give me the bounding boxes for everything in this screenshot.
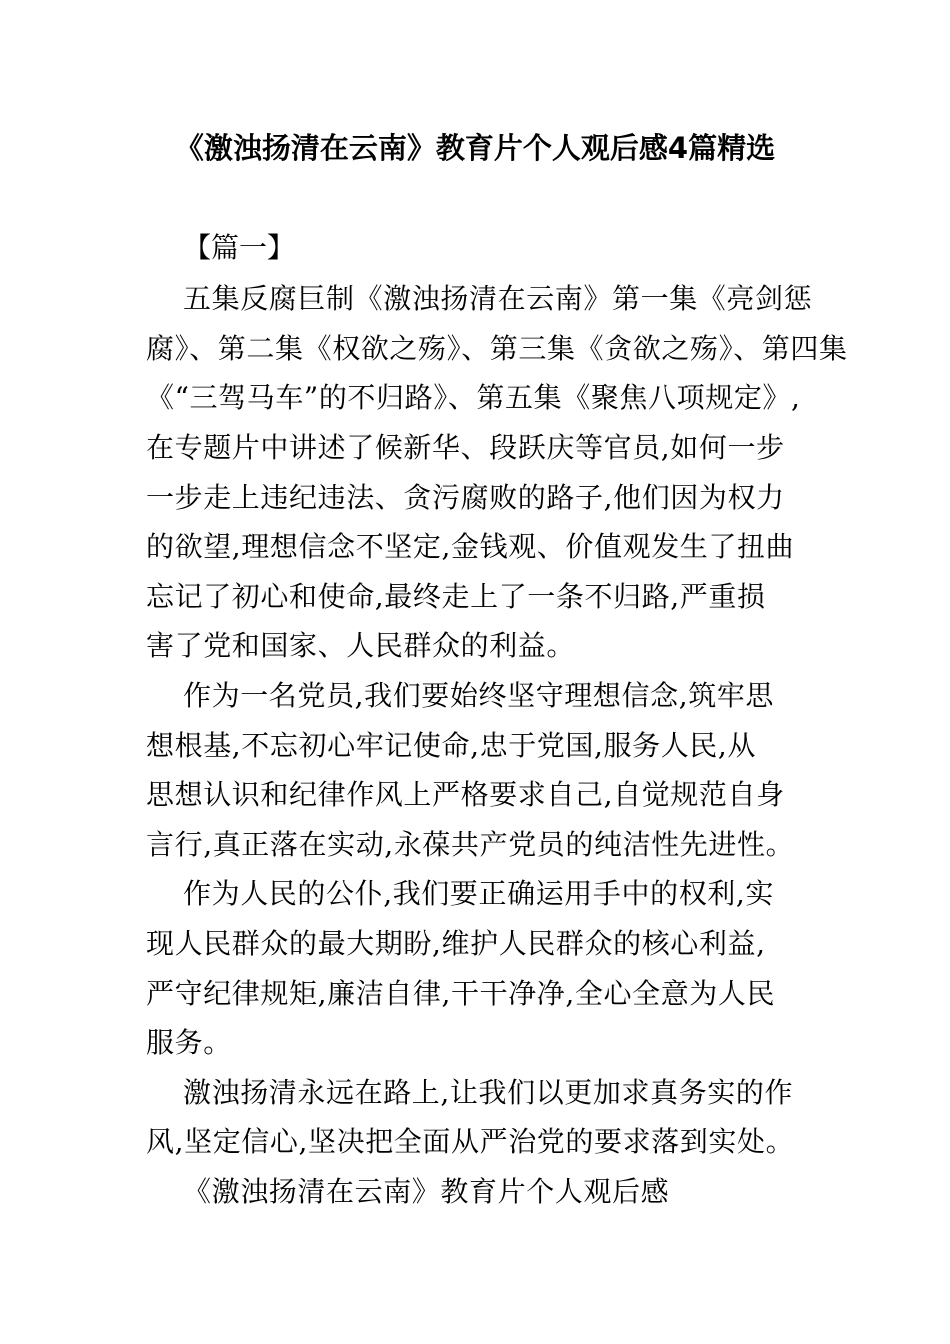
paragraph-4-line-2: 风,坚定信心,坚决把全面从严治党的要求落到实处。 [146,1125,795,1158]
paragraph-3-line-2: 现人民群众的最大期盼,维护人民群众的核心利益, [146,927,766,960]
paragraph-4-line-1: 激浊扬清永远在路上,让我们以更加求真务实的作 [183,1076,794,1109]
document-title: 《激浊扬清在云南》教育片个人观后感4篇精选 [174,131,776,165]
paragraph-1-line-5: 一步走上违纪违法、贪污腐败的路子,他们因为权力 [146,481,785,514]
paragraph-3-line-1: 作为人民的公仆,我们要正确运用手中的权利,实 [183,877,775,910]
paragraph-2-line-1: 作为一名党员,我们要始终坚守理想信念,筑牢思 [183,679,775,712]
paragraph-2-line-3: 思想认识和纪律作风上严格要求自己,自觉规范自身 [146,778,785,811]
paragraph-1-line-3: 《“三驾马车”的不归路》、第五集《聚焦八项规定》, [146,381,801,414]
paragraph-1-line-6: 的欲望,理想信念不坚定,金钱观、价值观发生了扭曲 [146,530,795,563]
paragraph-5-line-1: 《激浊扬清在云南》教育片个人观后感 [183,1175,670,1208]
paragraph-1-line-4: 在专题片中讲述了候新华、段跃庆等官员,如何一步 [146,431,785,464]
paragraph-2-line-4: 言行,真正落在实动,永葆共产党员的纯洁性先进性。 [146,828,795,861]
section-heading: 【篇一】 [183,231,296,264]
paragraph-3-line-4: 服务。 [146,1026,232,1059]
paragraph-2-line-2: 想根基,不忘初心牢记使命,忠于党国,服务人民,从 [146,729,757,762]
paragraph-1-line-1: 五集反腐巨制《激浊扬清在云南》第一集《亮剑惩 [183,282,813,315]
paragraph-1-line-8: 害了党和国家、人民群众的利益。 [146,629,576,662]
paragraph-1-line-2: 腐》、第二集《权欲之殇》、第三集《贪欲之殇》、第四集 [146,332,848,365]
paragraph-1-line-7: 忘记了初心和使命,最终走上了一条不归路,严重损 [146,580,766,613]
paragraph-3-line-3: 严守纪律规矩,廉洁自律,干干净净,全心全意为人民 [146,977,776,1010]
